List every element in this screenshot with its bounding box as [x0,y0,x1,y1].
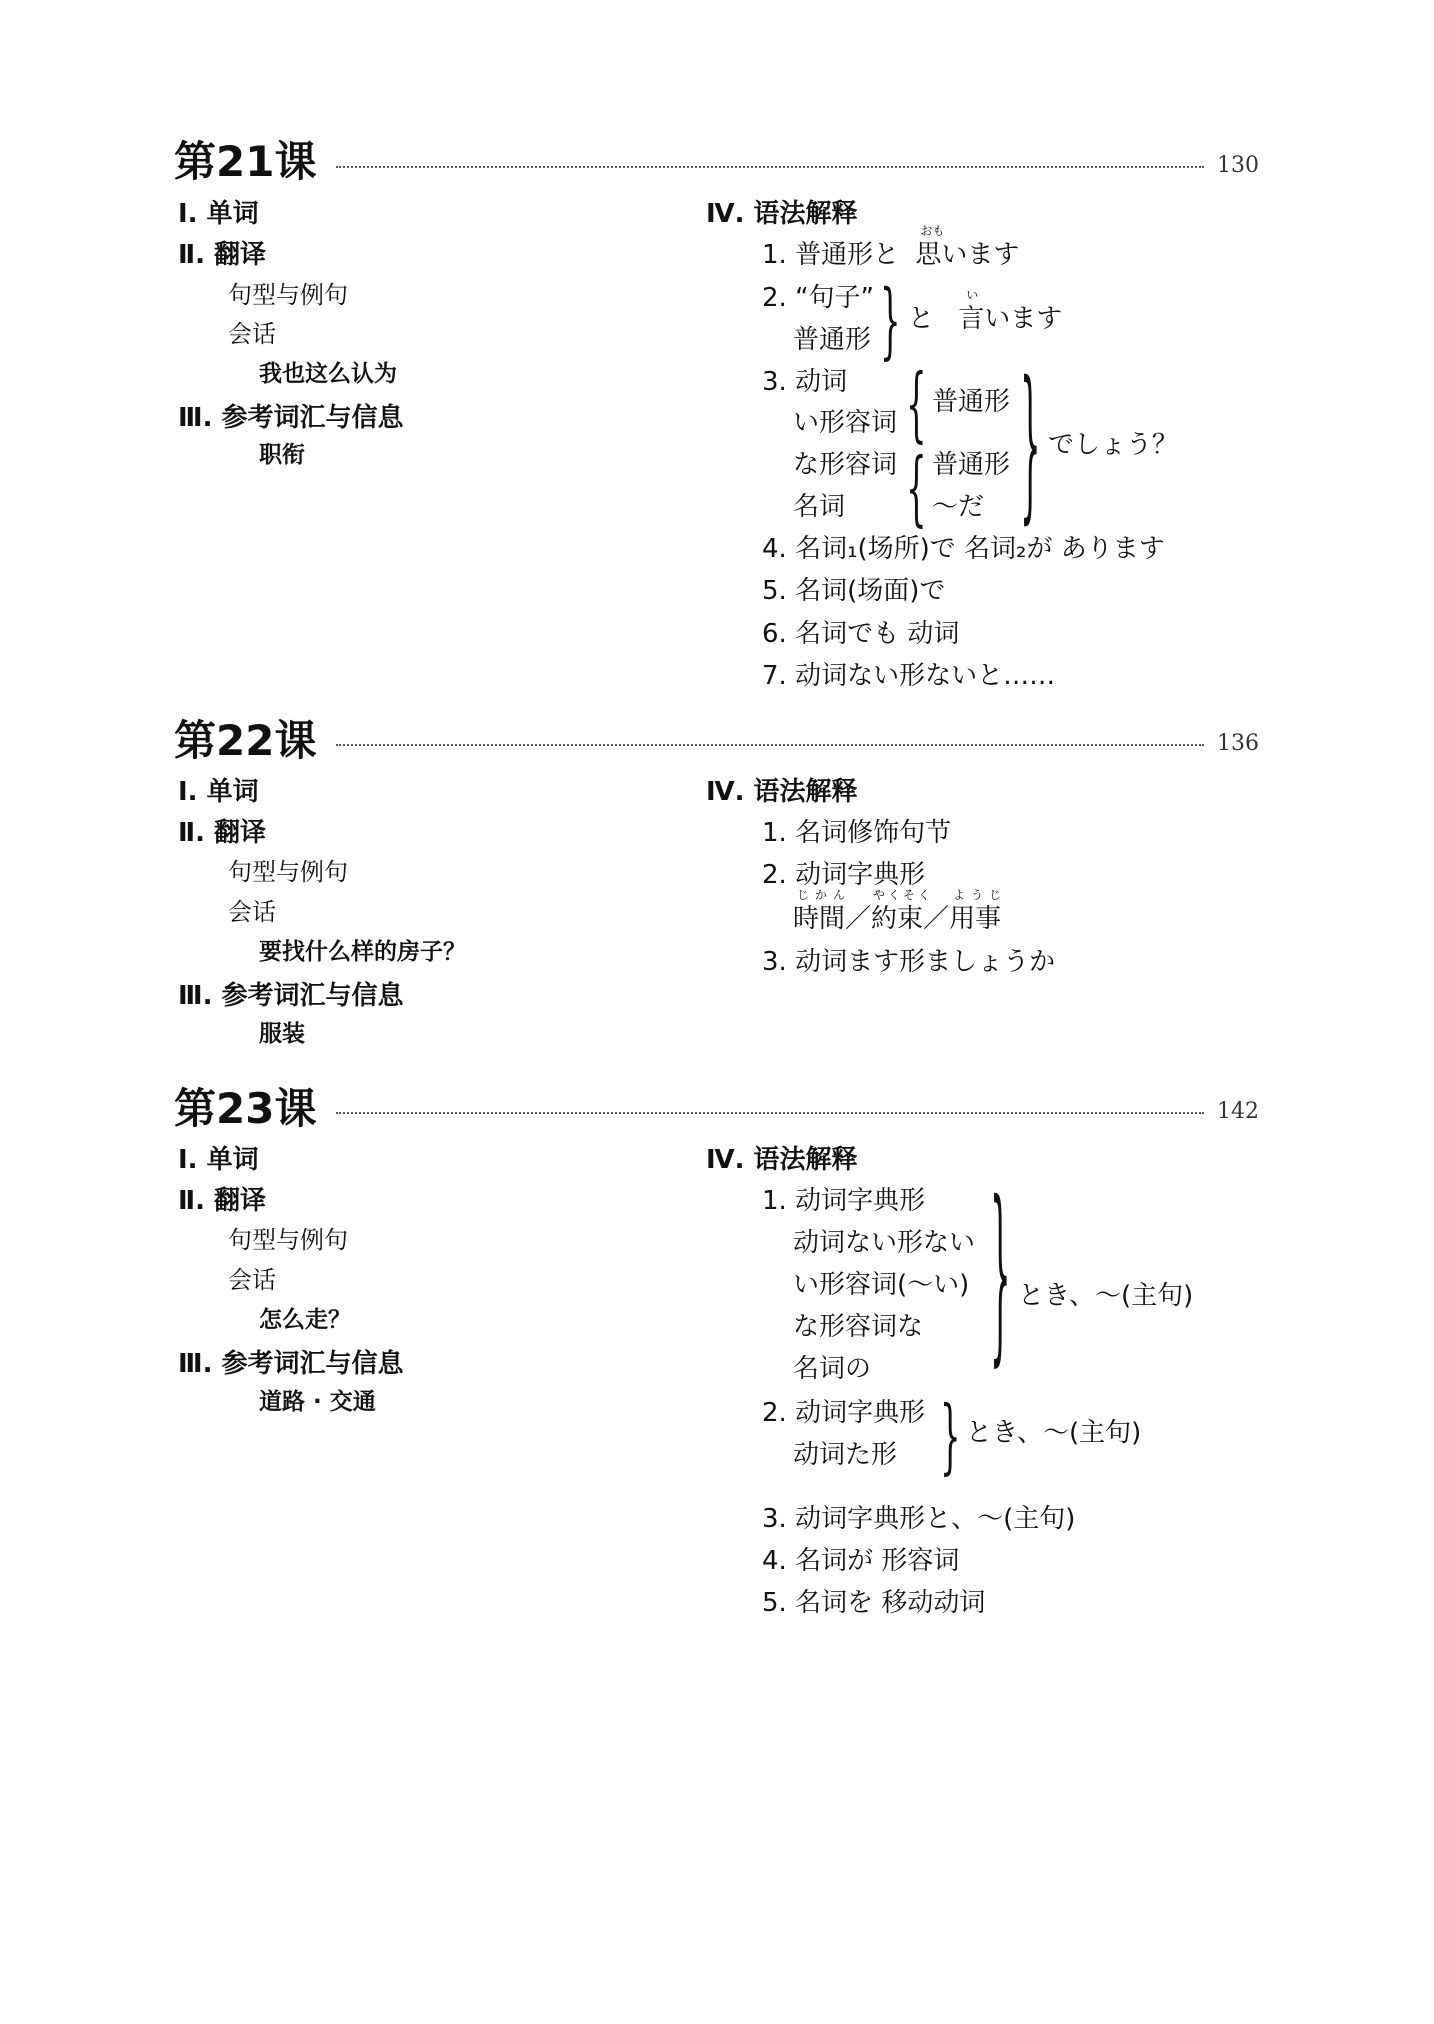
grammar-item-2-line1[interactable]: 2. “句子” [762,283,875,313]
left-brace: { [906,443,927,536]
toc-conversation[interactable]: 会话 [228,898,276,926]
toc-conversation-title[interactable]: 要找什么样的房子？ [259,939,466,965]
grammar-item-3-noun[interactable]: 名词 [793,492,846,522]
right-brace: } [880,275,901,370]
toc-reference-topic[interactable]: 服装 [259,1021,305,1047]
toc-translation[interactable]: Ⅱ. 翻译 [178,818,267,848]
grammar-item-1-line[interactable]: 1. 动词字典形 [762,1186,926,1216]
toc-conversation[interactable]: 会话 [228,1266,276,1294]
grammar-item-2-end[interactable]: と い 言います [908,288,1063,334]
grammar-item-2-line[interactable]: 动词た形 [793,1440,898,1470]
grammar-heading[interactable]: Ⅳ. 语法解释 [706,777,858,807]
lesson-title: 第22课 [174,716,317,765]
page-number: 130 [1217,153,1259,178]
separator: ／ [923,904,950,934]
lesson-title: 第23课 [174,1084,317,1133]
toc-vocab[interactable]: Ⅰ. 单词 [178,777,259,807]
page-number: 142 [1217,1099,1259,1124]
grammar-heading[interactable]: Ⅳ. 语法解释 [706,1145,858,1175]
toc-conversation-title[interactable]: 我也这么认为 [259,361,397,387]
grammar-item-2-line[interactable]: 2. 动词字典形 [762,1398,926,1428]
lesson-title: 第21课 [174,137,317,186]
grammar-item-1-end[interactable]: とき、～(主句) [1018,1281,1194,1311]
grammar-item-3[interactable]: 3. 动词ます形ましょうか [762,947,1056,977]
grammar-item-3-na-adj[interactable]: な形容词 [793,450,898,480]
grammar-item-1-line[interactable]: 名词の [793,1354,872,1384]
grammar-item-3-end[interactable]: でしょう？ [1048,430,1179,460]
ruby: じかん [797,888,852,902]
toc-vocab[interactable]: Ⅰ. 单词 [178,199,259,229]
toc-sentences[interactable]: 句型与例句 [228,858,348,886]
toc-reference[interactable]: Ⅲ. 参考词汇与信息 [178,981,404,1011]
grammar-item-1[interactable]: 1. 名词修饰句节 [762,818,952,848]
grammar-item-3-da[interactable]: ～だ [932,492,985,522]
grammar-item-5[interactable]: 5. 名词を 移动动词 [762,1588,986,1618]
grammar-item-2-end[interactable]: とき、～(主句) [966,1418,1142,1448]
toc-conversation-title[interactable]: 怎么走？ [259,1307,351,1333]
grammar-item-5[interactable]: 5. 名词(场面)で [762,576,946,606]
leader-dots [336,744,1204,746]
toc-reference[interactable]: Ⅲ. 参考词汇与信息 [178,1349,404,1379]
ruby: やくそく [873,888,934,902]
toc-conversation[interactable]: 会话 [228,320,276,348]
separator: ／ [845,904,872,934]
grammar-item-2-examples[interactable]: じかん 時間／ やくそく 約束／ ようじ 用事 [793,888,1008,934]
toc-sentences[interactable]: 句型与例句 [228,281,348,309]
leader-dots [336,166,1204,168]
ruby: ようじ [953,888,1008,902]
ruby: おも [920,224,945,238]
toc-vocab[interactable]: Ⅰ. 单词 [178,1145,259,1175]
grammar-item-1-line[interactable]: な形容词な [793,1312,924,1342]
grammar-item-7[interactable]: 7. 动词ない形ないと…… [762,661,1056,691]
grammar-heading[interactable]: Ⅳ. 语法解释 [706,199,858,229]
grammar-item-3-i-adj[interactable]: い形容词 [793,408,898,438]
toc-translation[interactable]: Ⅱ. 翻译 [178,240,267,270]
grammar-item-2[interactable]: 2. 动词字典形 [762,860,926,890]
ruby: い [966,288,979,302]
toc-translation[interactable]: Ⅱ. 翻译 [178,1186,267,1216]
grammar-item-4[interactable]: 4. 名词₁(场所)で 名词₂が あります [762,534,1165,564]
grammar-item-3-plain-form[interactable]: 普通形 [932,387,1011,417]
grammar-item-3-verb[interactable]: 3. 动词 [762,367,848,397]
grammar-item-1[interactable]: 1. 普通形と おも 思います [762,224,1020,270]
grammar-item-4[interactable]: 4. 名词が 形容词 [762,1546,960,1576]
grammar-item-3[interactable]: 3. 动词字典形と、～(主句) [762,1504,1076,1534]
right-brace: } [940,1391,961,1484]
toc-reference[interactable]: Ⅲ. 参考词汇与信息 [178,403,404,433]
grammar-item-3-plain-form[interactable]: 普通形 [932,450,1011,480]
page-number: 136 [1217,731,1259,756]
toc-reference-topic[interactable]: 道路 · 交通 [259,1389,376,1415]
grammar-item-1-line[interactable]: 动词ない形ない [793,1228,976,1258]
grammar-item-6[interactable]: 6. 名词でも 动词 [762,619,960,649]
toc-sentences[interactable]: 句型与例句 [228,1226,348,1254]
right-brace: } [1020,352,1041,541]
toc-reference-topic[interactable]: 职衔 [259,442,305,468]
leader-dots [336,1112,1204,1114]
right-brace: } [990,1168,1011,1386]
left-brace: { [906,359,927,452]
grammar-item-2-line2[interactable]: 普通形 [793,325,872,355]
grammar-item-1-line[interactable]: い形容词(～い) [793,1270,970,1300]
